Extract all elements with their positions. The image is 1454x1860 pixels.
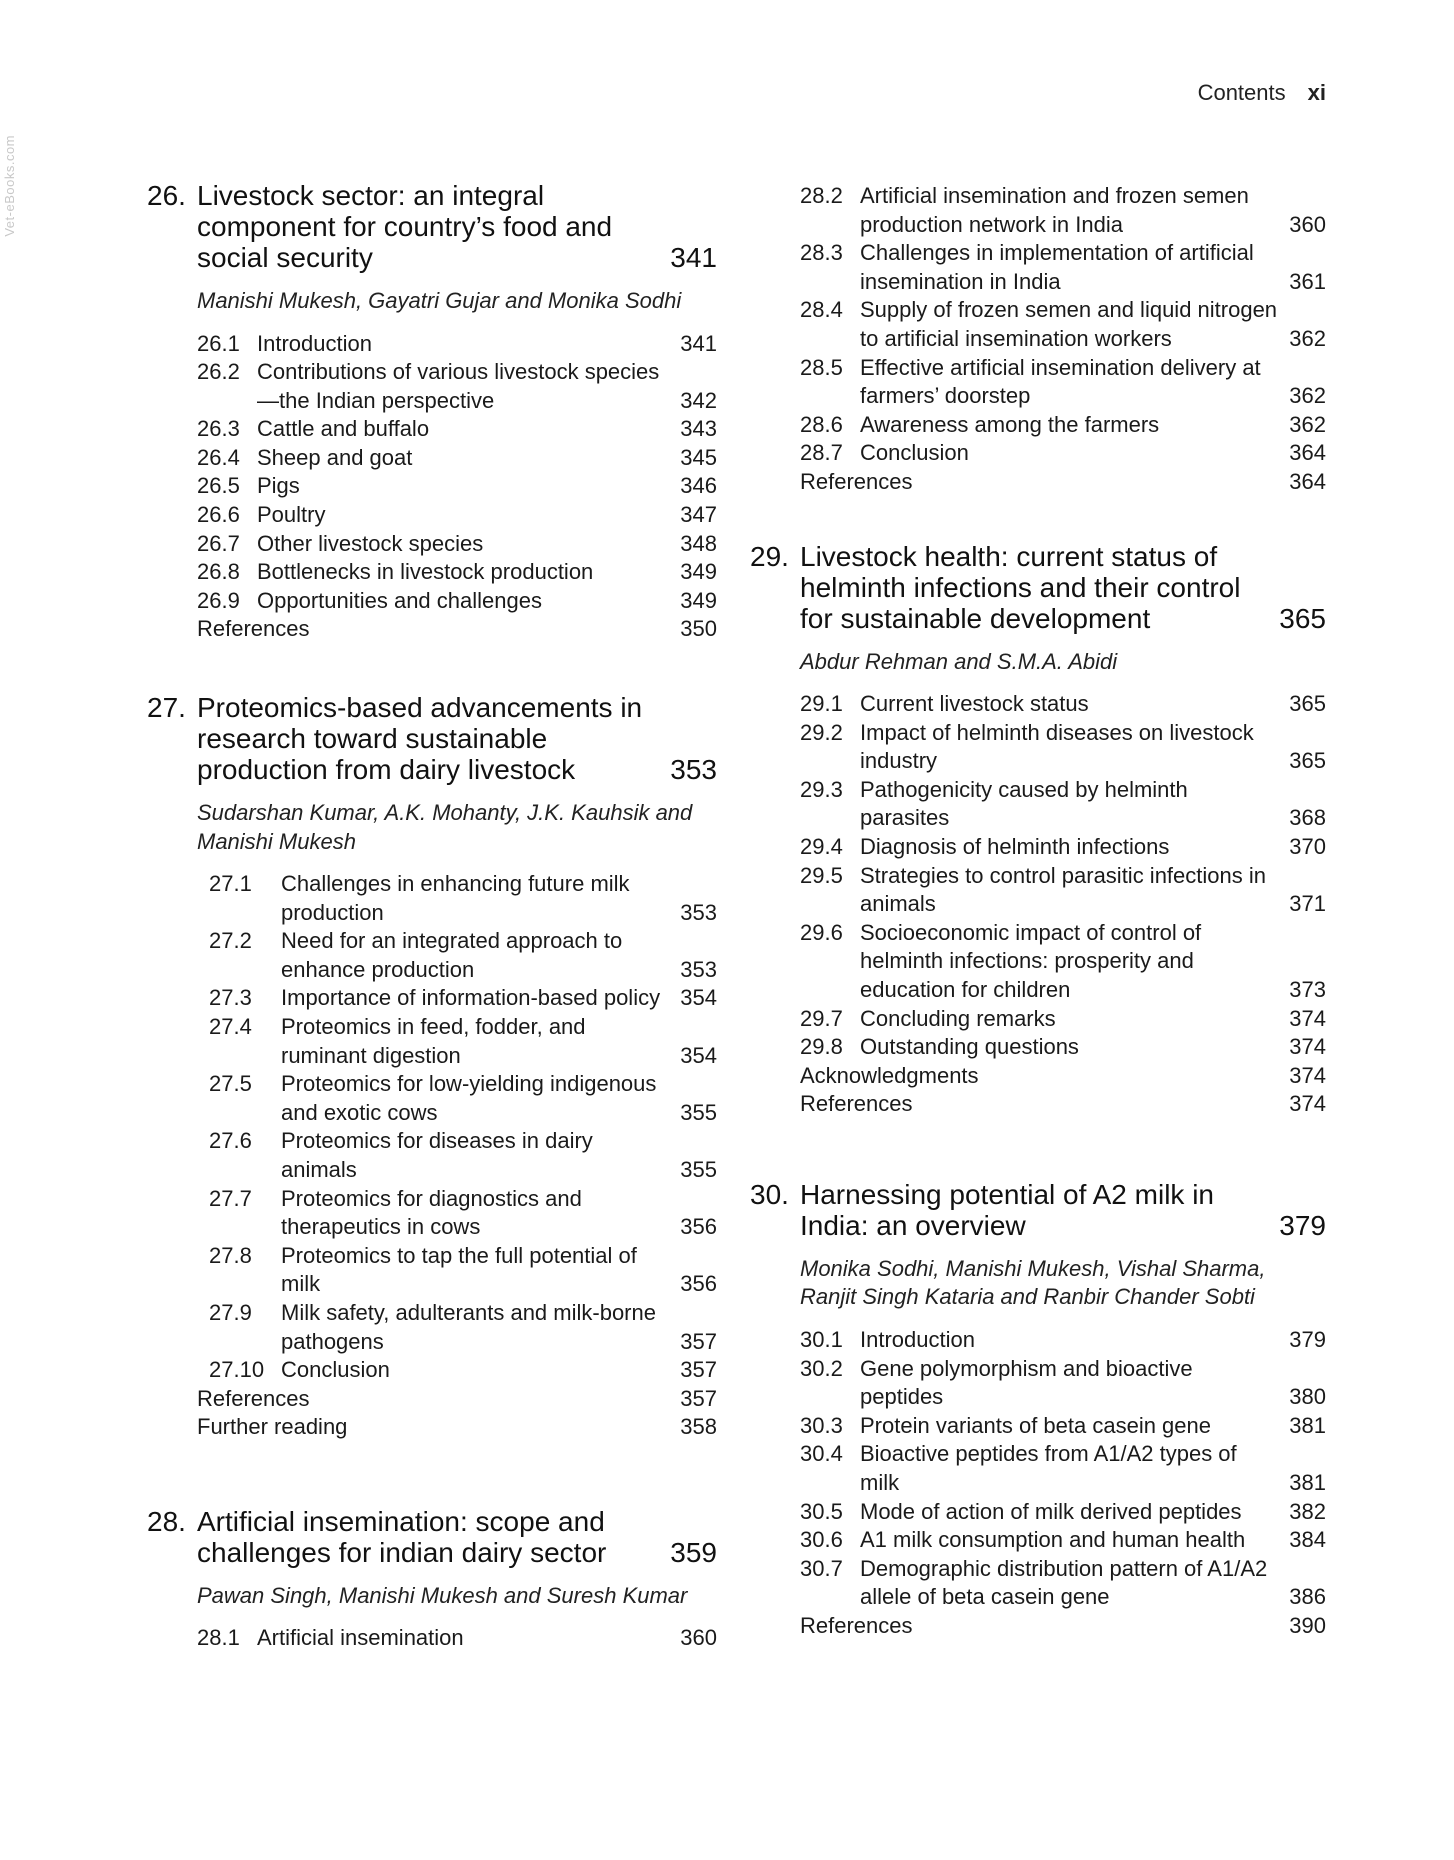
toc-entry-title: Introduction	[860, 1326, 975, 1352]
toc-entry-page: 361	[1289, 268, 1326, 294]
toc-entry-title: Pigs	[257, 473, 300, 499]
toc-entry-page: 371	[1289, 891, 1326, 917]
toc-entry-title: Proteomics in feed, fodder, and ruminant digestion	[281, 1014, 586, 1068]
chapter-title: Livestock sector: an integral component for country’s food and social security	[197, 180, 613, 273]
toc-entry-number: 29.1	[800, 691, 843, 717]
toc-entry-number: 30.3	[800, 1412, 843, 1438]
toc-entry[interactable]	[800, 862, 1326, 919]
chapter-number: 29.	[750, 540, 789, 572]
toc-entry[interactable]	[197, 1624, 717, 1653]
toc-entry-number: 30.1	[800, 1326, 843, 1352]
chapter-authors: Sudarshan Kumar, A.K. Mohanty, J.K. Kauhsik and Manishi Mukesh	[197, 800, 693, 854]
toc-entry-title: Sheep and goat	[257, 444, 413, 470]
toc-entry-number: 30.6	[800, 1527, 843, 1553]
toc-entry[interactable]	[197, 530, 717, 559]
toc-entry-title: Strategies to control parasitic infections in animals	[860, 862, 1266, 917]
toc-entry-page: 356	[680, 1214, 717, 1240]
toc-entry-page: 354	[680, 1042, 717, 1068]
toc-entry[interactable]	[800, 411, 1326, 440]
toc-entry-page: 348	[680, 530, 717, 556]
left-column	[147, 180, 717, 1701]
chapter-entries	[197, 330, 717, 645]
toc-entry[interactable]	[800, 1498, 1326, 1527]
toc-entry[interactable]	[800, 1526, 1326, 1555]
chapter-title: Artificial insemination: scope and challenges for indian dairy sector	[197, 1505, 607, 1568]
toc-entry-page: 368	[1289, 805, 1326, 831]
toc-entry-title: Further reading	[197, 1414, 348, 1440]
toc-entry[interactable]	[800, 1005, 1326, 1034]
chapter-authors: Manishi Mukesh, Gayatri Gujar and Monika Sodhi	[197, 288, 682, 313]
toc-entry-page: 380	[1289, 1384, 1326, 1410]
chapter-entries	[800, 690, 1326, 1119]
toc-entry-number: 27.9	[209, 1299, 252, 1325]
toc-entry-page: 345	[680, 444, 717, 470]
toc-entry-page: 342	[680, 387, 717, 413]
toc-entry-page: 362	[1289, 325, 1326, 351]
toc-entry[interactable]	[197, 1070, 717, 1127]
toc-entry-page: 350	[680, 616, 717, 642]
toc-entry[interactable]	[800, 1090, 1326, 1119]
toc-entry-title: Proteomics for diseases in dairy animals	[281, 1128, 593, 1182]
toc-entry-page: 382	[1289, 1498, 1326, 1524]
toc-entry[interactable]	[197, 1356, 717, 1385]
toc-entry-page: 360	[680, 1625, 717, 1651]
toc-entry-number: 27.4	[209, 1014, 252, 1039]
toc-entry-title: Socioeconomic impact of control of helminth infections: prosperity and education for children	[860, 919, 1202, 1002]
toc-entry-number: 26.4	[197, 444, 240, 470]
toc-entry-title: Concluding remarks	[860, 1005, 1056, 1031]
toc-entry-title: Supply of frozen semen and liquid nitrogen to artificial insemination workers	[860, 297, 1278, 351]
right-chapters	[750, 541, 1326, 1641]
chapter-heading[interactable]	[147, 1506, 717, 1568]
toc-entry-page: 381	[1289, 1412, 1326, 1438]
toc-entry-title: A1 milk consumption and human health	[860, 1527, 1246, 1553]
chapter-29	[750, 541, 1326, 1119]
toc-entry-number: 26.6	[197, 502, 240, 528]
chapter-heading[interactable]	[750, 1179, 1326, 1241]
toc-entry[interactable]	[800, 919, 1326, 1005]
toc-entry-page: 360	[1289, 211, 1326, 237]
toc-entry-page: 358	[680, 1414, 717, 1440]
toc-entry-title: Cattle and buffalo	[257, 416, 430, 442]
toc-entry-number: 28.6	[800, 411, 843, 437]
toc-entry-title: Contributions of various livestock species—the Indian perspective	[257, 359, 660, 413]
toc-entry-title: Bioactive peptides from A1/A2 types of milk	[860, 1441, 1237, 1495]
toc-entry-page: 343	[680, 416, 717, 442]
toc-entry-title: References	[197, 1385, 310, 1411]
toc-entry-title: Pathogenicity caused by helminth parasites	[860, 776, 1188, 831]
toc-entry[interactable]	[197, 984, 717, 1013]
toc-entry-page: 365	[1289, 691, 1326, 717]
toc-entry[interactable]	[800, 690, 1326, 719]
toc-entry-page: 374	[1289, 1091, 1326, 1117]
toc-entry-page: 362	[1289, 383, 1326, 409]
toc-entry-number: 29.7	[800, 1005, 843, 1031]
toc-entry-title: References	[800, 468, 913, 494]
toc-entry-title: Challenges in implementation of artificial insemination in India	[860, 240, 1254, 294]
toc-entry-number: 30.2	[800, 1355, 843, 1381]
toc-entry-title: Opportunities and challenges	[257, 587, 542, 613]
toc-entry-number: 29.5	[800, 862, 843, 888]
toc-entry-page: 362	[1289, 411, 1326, 437]
toc-entry[interactable]	[197, 415, 717, 444]
toc-entry-number: 29.3	[800, 776, 843, 802]
toc-entry-title: Proteomics for low-yielding indigenous and exotic cows	[281, 1071, 657, 1125]
toc-entry-number: 28.5	[800, 354, 843, 380]
chapter-entries	[800, 1326, 1326, 1641]
toc-entry-number: 27.6	[209, 1128, 252, 1154]
toc-entry-title: References	[800, 1091, 913, 1117]
toc-entry[interactable]	[800, 1033, 1326, 1062]
toc-entry-title: References	[197, 616, 310, 642]
toc-entry[interactable]	[800, 1355, 1326, 1412]
toc-entry-title: Gene polymorphism and bioactive peptides	[860, 1355, 1193, 1410]
chapter-28-continued	[750, 182, 1326, 497]
chapter-number: 28.	[147, 1505, 186, 1537]
toc-entry[interactable]	[800, 1612, 1326, 1641]
toc-entry-number: 27.2	[209, 928, 252, 954]
toc-entry-title: Conclusion	[860, 440, 969, 466]
toc-entry-number: 29.4	[800, 834, 843, 859]
toc-entry-title: Need for an integrated approach to enhance production	[281, 928, 623, 982]
toc-entry-number: 26.7	[197, 530, 240, 556]
chapter-page: 341	[670, 242, 717, 273]
toc-entry-title: Acknowledgments	[800, 1062, 979, 1088]
chapter-26	[147, 180, 717, 644]
toc-entry-number: 29.6	[800, 919, 843, 945]
toc-entry-number: 29.2	[800, 719, 843, 745]
toc-entry[interactable]	[197, 1413, 717, 1442]
toc-entry-page: 355	[680, 1099, 717, 1125]
toc-entry[interactable]	[800, 468, 1326, 497]
toc-entry-number: 30.4	[800, 1441, 843, 1467]
toc-entry-title: Demographic distribution pattern of A1/A2 allele of beta casein gene	[860, 1555, 1268, 1610]
chapter-page: 379	[1279, 1209, 1326, 1241]
toc-entry[interactable]	[197, 1299, 717, 1356]
toc-entry-title: Conclusion	[281, 1357, 390, 1383]
toc-entry-number: 26.9	[197, 587, 240, 613]
chapter-heading[interactable]	[750, 541, 1326, 634]
toc-entry-title: Effective artificial insemination delivery at farmers’ doorstep	[860, 354, 1261, 409]
toc-entry[interactable]	[197, 501, 717, 530]
toc-entry[interactable]	[800, 239, 1326, 296]
toc-entry[interactable]	[197, 472, 717, 501]
toc-entry-number: 30.7	[800, 1555, 843, 1581]
chapter-title: Livestock health: current status of helminth infections and their control for sustainable development	[800, 540, 1241, 634]
toc-entry-title: Protein variants of beta casein gene	[860, 1412, 1212, 1438]
toc-entry-page: 349	[680, 559, 717, 585]
toc-entry-title: Milk safety, adulterants and milk-borne pathogens	[281, 1299, 656, 1354]
toc-entry-number: 26.3	[197, 416, 240, 442]
toc-entry[interactable]	[800, 1555, 1326, 1612]
chapter-title: Harnessing potential of A2 milk in India: an overview	[800, 1178, 1214, 1241]
toc-entry-title: Awareness among the farmers	[860, 411, 1160, 437]
toc-entry-page: 374	[1289, 1034, 1326, 1060]
toc-entry-page: 354	[680, 985, 717, 1011]
toc-entry-page: 390	[1289, 1612, 1326, 1638]
toc-entry[interactable]	[197, 587, 717, 616]
toc-entry-title: Mode of action of milk derived peptides	[860, 1498, 1242, 1524]
running-head-page: xi	[1307, 80, 1326, 105]
chapter-page: 359	[670, 1536, 717, 1568]
toc-entry-number: 28.2	[800, 183, 843, 208]
toc-entry-title: Proteomics to tap the full potential of milk	[281, 1242, 637, 1297]
toc-entry-page: 386	[1289, 1584, 1326, 1610]
chapter-authors: Monika Sodhi, Manishi Mukesh, Vishal Sharma, Ranjit Singh Kataria and Ranbir Chander Sobti	[800, 1255, 1266, 1310]
toc-entry[interactable]	[800, 1326, 1326, 1355]
chapter-heading[interactable]	[147, 692, 717, 785]
toc-entry-page: 374	[1289, 1005, 1326, 1031]
toc-entry[interactable]	[800, 182, 1326, 239]
toc-entry-title: Bottlenecks in livestock production	[257, 559, 594, 585]
chapter-entries	[800, 182, 1326, 497]
chapter-28	[147, 1506, 717, 1653]
toc-entry-number: 27.3	[209, 985, 252, 1011]
toc-entry-title: Current livestock status	[860, 691, 1089, 717]
toc-entry[interactable]	[800, 439, 1326, 468]
toc-entry-number: 26.5	[197, 473, 240, 499]
toc-entry-page: 357	[680, 1328, 717, 1354]
toc-entry[interactable]	[800, 1412, 1326, 1441]
chapter-number: 27.	[147, 692, 186, 724]
toc-entry[interactable]	[197, 1242, 717, 1299]
toc-entry-number: 26.8	[197, 559, 240, 585]
running-head	[1198, 80, 1326, 106]
chapter-30	[750, 1179, 1326, 1641]
chapter-entries	[197, 870, 717, 1442]
toc-entry[interactable]	[197, 1127, 717, 1184]
toc-entry-number: 27.7	[209, 1185, 252, 1211]
toc-entry[interactable]	[800, 776, 1326, 833]
toc-entry[interactable]	[197, 358, 717, 415]
chapter-authors: Pawan Singh, Manishi Mukesh and Suresh Kumar	[197, 1582, 688, 1608]
toc-entry-page: 353	[680, 956, 717, 982]
toc-entry[interactable]	[197, 444, 717, 473]
toc-entry[interactable]	[197, 1013, 717, 1070]
toc-entry-title: Outstanding questions	[860, 1034, 1079, 1060]
toc-entry-number: 30.5	[800, 1498, 843, 1524]
toc-entry-page: 353	[680, 899, 717, 925]
chapter-authors: Abdur Rehman and S.M.A. Abidi	[800, 648, 1118, 674]
toc-entry-number: 27.10	[209, 1357, 265, 1383]
chapter-number: 26.	[147, 180, 186, 211]
toc-entry[interactable]	[800, 719, 1326, 776]
toc-entry-title: Proteomics for diagnostics and therapeutics in cows	[281, 1185, 582, 1240]
toc-entry-page: 364	[1289, 468, 1326, 494]
toc-entry[interactable]	[197, 615, 717, 644]
toc-entry-number: 27.8	[209, 1242, 252, 1268]
toc-entry-page: 374	[1289, 1062, 1326, 1088]
toc-entry[interactable]	[197, 927, 717, 984]
running-head-title: Contents	[1197, 80, 1286, 105]
chapter-entries	[197, 1624, 717, 1653]
toc-entry-number: 26.2	[197, 359, 240, 385]
toc-entry-title: Other livestock species	[257, 530, 484, 556]
toc-entry-number: 28.3	[800, 240, 843, 266]
toc-entry-number: 28.7	[800, 440, 843, 466]
toc-entry-page: 373	[1289, 976, 1326, 1002]
chapter-page: 353	[670, 754, 717, 786]
toc-entry-title: Artificial insemination and frozen semen production network in India	[860, 183, 1249, 237]
toc-entry[interactable]	[800, 1062, 1326, 1091]
toc-entry[interactable]	[800, 833, 1326, 862]
toc-entry-page: 356	[680, 1271, 717, 1297]
toc-entry-page: 341	[680, 330, 717, 356]
toc-entry-title: Introduction	[257, 330, 372, 356]
chapter-title: Proteomics-based advancements in research toward sustainable production from dairy livestock	[197, 692, 643, 786]
toc-entry-title: Poultry	[257, 502, 326, 528]
toc-entry[interactable]	[197, 870, 717, 927]
toc-entry-number: 27.5	[209, 1071, 252, 1097]
chapter-heading[interactable]	[147, 180, 717, 273]
toc-entry-number: 29.8	[800, 1034, 843, 1060]
toc-entry-page: 357	[680, 1385, 717, 1411]
chapter-page: 365	[1279, 602, 1326, 634]
toc-entry[interactable]	[800, 354, 1326, 411]
toc-entry-page: 379	[1289, 1326, 1326, 1352]
toc-entry-page: 346	[680, 473, 717, 499]
watermark: Vet-eBooks.com	[2, 135, 17, 237]
toc-entry[interactable]	[800, 296, 1326, 353]
toc-entry-page: 355	[680, 1156, 717, 1182]
toc-entry-title: Challenges in enhancing future milk production	[281, 871, 630, 925]
toc-entry-number: 28.4	[800, 297, 843, 323]
toc-entry-title: Impact of helminth diseases on livestock industry	[860, 719, 1254, 774]
toc-entry-title: Importance of information-based policy	[281, 985, 661, 1011]
toc-entry-page: 357	[680, 1357, 717, 1383]
right-column	[750, 182, 1326, 1688]
toc-entry-page: 370	[1289, 834, 1326, 859]
toc-entry-number: 28.1	[197, 1625, 240, 1651]
toc-entry[interactable]	[197, 1185, 717, 1242]
toc-entry-title: Diagnosis of helminth infections	[860, 834, 1170, 859]
chapter-27	[147, 692, 717, 1442]
toc-entry-number: 27.1	[209, 871, 252, 897]
toc-entry[interactable]	[197, 330, 717, 359]
toc-entry[interactable]	[197, 558, 717, 587]
toc-entry-page: 381	[1289, 1469, 1326, 1495]
toc-entry-page: 365	[1289, 748, 1326, 774]
toc-entry-title: Artificial insemination	[257, 1625, 464, 1651]
chapter-number: 30.	[750, 1178, 789, 1210]
toc-entry-title: References	[800, 1612, 913, 1638]
toc-entry-page: 347	[680, 502, 717, 528]
toc-entry-page: 384	[1289, 1527, 1326, 1553]
toc-entry-page: 364	[1289, 440, 1326, 466]
toc-entry-page: 349	[680, 587, 717, 613]
toc-entry[interactable]	[800, 1440, 1326, 1497]
toc-entry[interactable]	[197, 1385, 717, 1414]
toc-entry-number: 26.1	[197, 330, 240, 356]
